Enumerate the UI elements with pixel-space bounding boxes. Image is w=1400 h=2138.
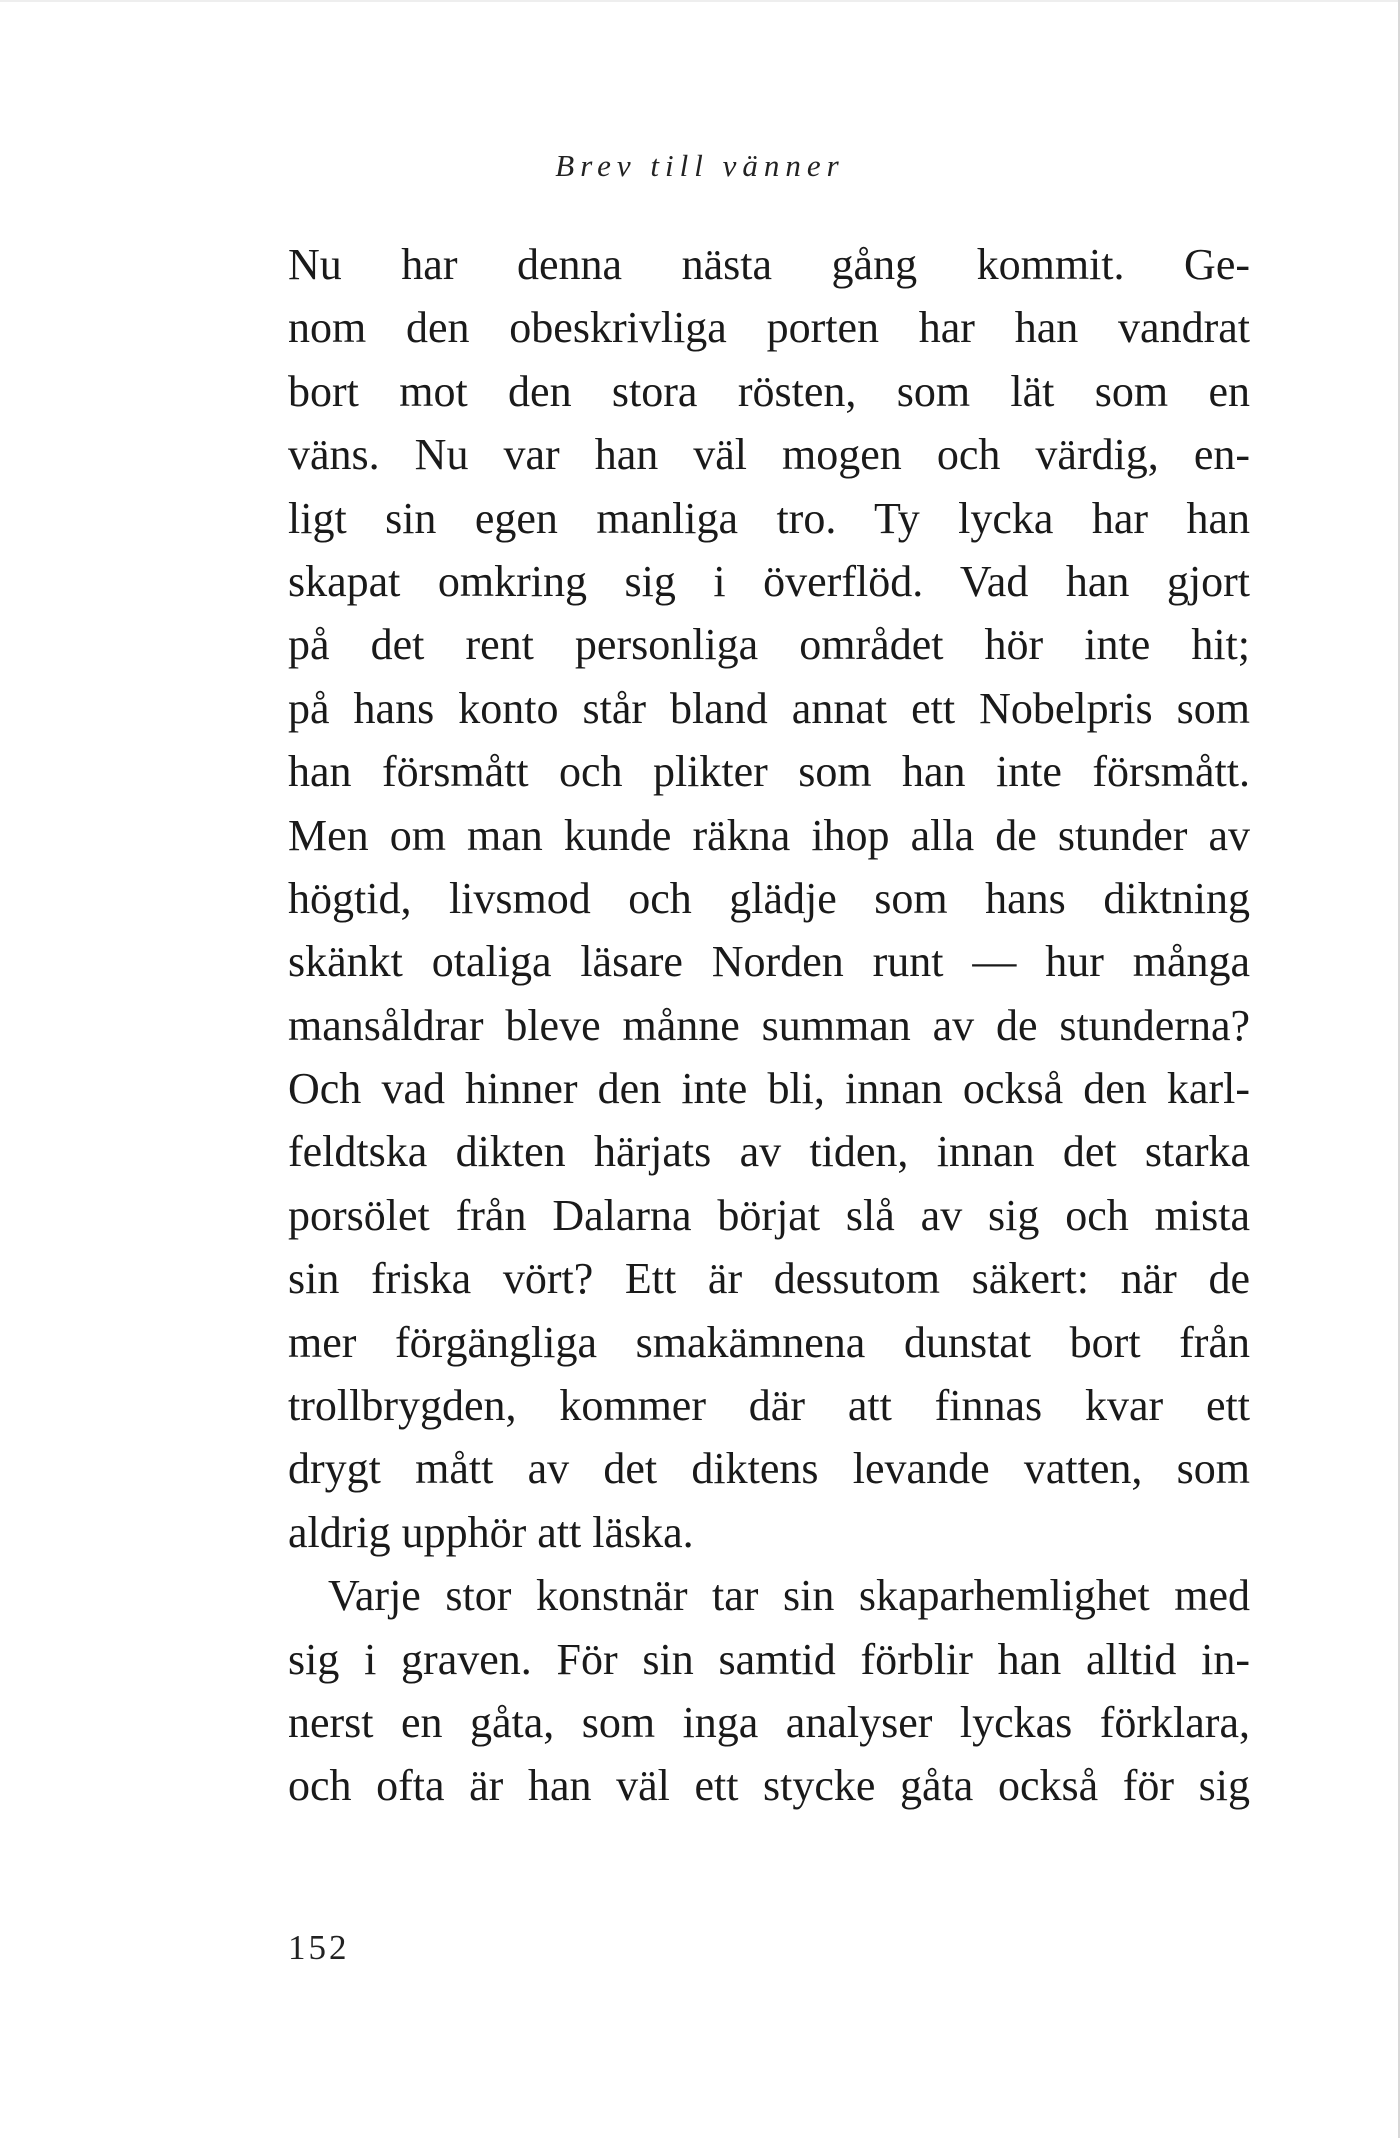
paragraph-1 bbox=[288, 233, 1250, 1564]
text-line: Men om man kunde räkna ihop alla de stunder av bbox=[288, 810, 1250, 860]
page-top-edge bbox=[0, 0, 1400, 2]
text-line: Och vad hinner den inte bli, innan också den karl- bbox=[288, 1064, 1250, 1114]
text-line: nom den obeskrivliga porten har han vandrat bbox=[288, 303, 1250, 353]
text-line: väns. Nu var han väl mogen och värdig, en- bbox=[288, 430, 1250, 480]
text-line: han försmått och plikter som han inte försmått. bbox=[288, 747, 1250, 797]
text-line: sin friska vört? Ett är dessutom säkert: när de bbox=[288, 1254, 1250, 1304]
text-line: ligt sin egen manliga tro. Ty lycka har han bbox=[288, 493, 1250, 543]
text-line: feldtska dikten härjats av tiden, innan det starka bbox=[288, 1127, 1250, 1177]
text-line: porsölet från Dalarna börjat slå av sig och mista bbox=[288, 1190, 1250, 1240]
text-line: Varje stor konstnär tar sin skaparhemlighet med bbox=[328, 1571, 1250, 1621]
text-line: skänkt otaliga läsare Norden runt — hur många bbox=[288, 937, 1250, 987]
text-line: på det rent personliga området hör inte hit; bbox=[288, 620, 1250, 670]
text-line: mer förgängliga smakämnena dunstat bort från bbox=[288, 1317, 1250, 1367]
text-line: nerst en gåta, som inga analyser lyckas förklara, bbox=[288, 1697, 1250, 1747]
text-line: sig i graven. För sin samtid förblir han alltid in- bbox=[288, 1634, 1250, 1684]
text-line: trollbrygden, kommer där att finnas kvar ett bbox=[288, 1381, 1250, 1431]
body-text bbox=[288, 233, 1250, 1818]
paragraph-2 bbox=[288, 1564, 1250, 1818]
text-line: högtid, livsmod och glädje som hans diktning bbox=[288, 873, 1250, 923]
text-line: bort mot den stora rösten, som lät som en bbox=[288, 366, 1250, 416]
text-line: drygt mått av det diktens levande vatten, som bbox=[288, 1444, 1250, 1494]
text-line: och ofta är han väl ett stycke gåta också för sig bbox=[288, 1761, 1250, 1811]
running-head: Brev till vänner bbox=[555, 148, 845, 183]
text-line: aldrig upphör att läska. bbox=[288, 1507, 694, 1557]
text-line: på hans konto står bland annat ett Nobelpris som bbox=[288, 683, 1250, 733]
text-line: skapat omkring sig i överflöd. Vad han gjort bbox=[288, 556, 1250, 606]
page-number: 152 bbox=[288, 1928, 350, 1967]
text-line: Nu har denna nästa gång kommit. Ge- bbox=[288, 240, 1250, 289]
text-line: mansåldrar bleve månne summan av de stunderna? bbox=[288, 1000, 1250, 1050]
